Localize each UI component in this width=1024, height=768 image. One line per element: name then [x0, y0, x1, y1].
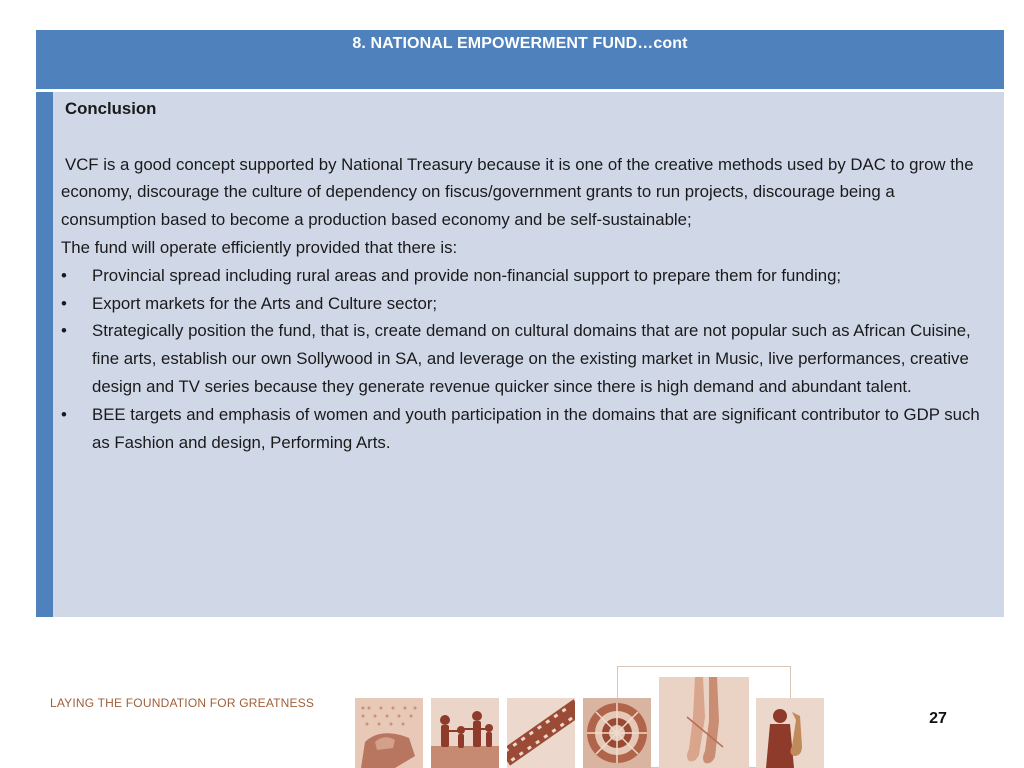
bullet-text: Strategically position the fund, that is, create demand on cultural domains that are not popular such as African Cuisine, fine arts, establish our own Sollywood in SA, and leverage on the existing market in Music, live performances, creative design and TV series because they generate revenue quicker since there is high demand and abundant talent. [92, 321, 971, 396]
bullet-text: BEE targets and emphasis of women and youth participation in the domains that are significant contributor to GDP such as Fashion and design, Performing Arts. [92, 404, 980, 452]
slide-header [36, 30, 1004, 89]
family-silhouette-image [431, 698, 499, 768]
spacer [61, 123, 990, 151]
bullet-list [61, 262, 990, 457]
intro-paragraph: VCF is a good concept supported by National Treasury because it is one of the creative methods used by DAC to grow the economy, discourage the culture of dependency on fiscus/government grants to run projects, discourage being a consumption based to become a production based economy and be self-sustainable; [61, 154, 974, 230]
lead-sentence: The fund will operate efficiently provided that there is: [61, 237, 458, 257]
accent-sidebar [36, 92, 53, 617]
beadwork-pattern-image [583, 698, 651, 768]
content-panel [53, 92, 1004, 617]
braille-reading-image [355, 698, 423, 768]
bullet-icon: • [61, 265, 67, 285]
list-item [61, 317, 990, 400]
footer-slogan: LAYING THE FOUNDATION FOR GREATNESS [50, 696, 315, 710]
bullet-text: Export markets for the Arts and Culture sector; [92, 293, 438, 313]
page-number: 27 [929, 710, 947, 727]
ballet-shoes-image [659, 677, 749, 768]
section-heading: Conclusion [65, 99, 157, 118]
list-item [61, 290, 990, 318]
film-reel-image [507, 698, 575, 768]
slide-title: 8. NATIONAL EMPOWERMENT FUND…cont [352, 35, 688, 52]
list-item [61, 262, 990, 290]
saxophone-player-image [756, 698, 824, 768]
bullet-icon: • [61, 293, 67, 313]
bullet-icon: • [61, 404, 67, 424]
bullet-icon: • [61, 321, 67, 341]
list-item [61, 401, 990, 457]
bullet-text: Provincial spread including rural areas and provide non-financial support to prepare them for funding; [92, 265, 842, 285]
